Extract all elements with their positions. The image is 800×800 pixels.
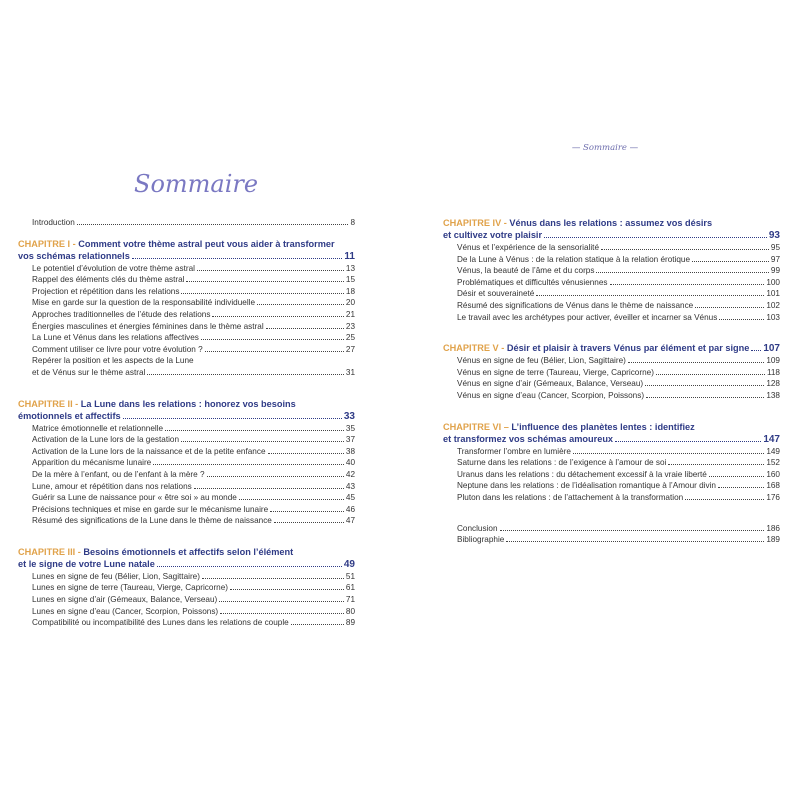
entry-title: Vénus en signe d’air (Gémeaux, Balance, Verseau) [457,379,644,389]
chapter-page: 11 [344,250,355,262]
toc-entry [443,480,780,492]
toc-entry [18,515,355,527]
dot-leader [718,487,764,488]
toc-entry [18,606,355,618]
toc-entry [443,390,780,402]
toc-entry [443,254,780,266]
dot-leader [751,350,761,351]
toc-entry [443,378,780,390]
dot-leader [205,351,344,352]
chapter-title: Besoins émotionnels et affectifs selon l’élément [83,546,294,557]
dot-leader [202,578,344,579]
entry-page: 71 [345,595,355,605]
chapter-heading-line2 [443,229,780,242]
dot-leader [500,530,765,531]
dot-leader [77,224,349,225]
entry-title: Transformer l’ombre en lumière [457,446,571,456]
dot-leader [186,281,343,282]
dot-leader [220,613,344,614]
dot-leader [230,589,344,590]
entry-title: Approches traditionnelles de l’étude des relations [32,309,211,319]
chapter-title: Comment votre thème astral peut vous aider à transformer [78,238,335,249]
toc-entry [443,242,780,254]
toc-entry [443,367,780,379]
entry-page: 42 [345,469,355,479]
dot-leader [719,319,764,320]
entry-page: 31 [345,367,355,377]
entry-page: 25 [345,333,355,343]
dot-leader [506,541,764,542]
dot-leader [645,385,764,386]
dot-leader [201,339,344,340]
entry-title: Compatibilité ou incompatibilité des Lunes dans les relations de couple [32,618,289,628]
dot-leader [646,397,764,398]
entry-title: Vénus en signe de terre (Taureau, Vierge, Capricorne) [457,367,654,377]
chapter-label: CHAPITRE VI [443,421,502,432]
chapter-title: Désir et plaisir à travers Vénus par élément et par signe [506,343,750,354]
chapter-heading-line1 [18,398,355,410]
entry-page: 186 [766,523,780,533]
chapter-title: L’influence des planètes lentes : identifiez [511,421,695,432]
entry-page: 40 [345,458,355,468]
entry-page: 100 [766,277,780,287]
entry-page: 13 [345,263,355,273]
chapter-block [18,546,355,629]
entry-title: Le travail avec les archétypes pour activer, éveiller et incarner sa Vénus [457,312,718,322]
entry-title: Précisions techniques et mise en garde sur le mécanisme lunaire [32,504,269,514]
chapter-block [18,238,355,379]
chapter-heading-line2 [18,250,355,263]
chapter-block [443,421,780,504]
entry-title: et de Vénus sur le thème astral [32,367,146,377]
entry-page: 23 [345,321,355,331]
entry-title: De la Lune à Vénus : de la relation statique à la relation érotique [457,254,691,264]
dot-leader [181,441,344,442]
chapter-heading-line2 [18,410,355,423]
entry-page: 37 [345,435,355,445]
entry-page: 102 [766,300,780,310]
entry-page: 47 [345,516,355,526]
chapter-heading [443,342,780,355]
dot-leader [132,258,343,259]
toc-right-column [400,217,800,546]
entry-page: 46 [345,504,355,514]
toc-entry [443,312,780,324]
entry-title: Lunes en signe d’eau (Cancer, Scorpion, Poissons) [32,606,219,616]
toc-entry [18,504,355,516]
chapter-separator: - [498,343,507,354]
chapter-heading-line1 [443,217,780,229]
entry-title: Mise en garde sur la question de la responsabilité individuelle [32,298,256,308]
toc-entry [18,594,355,606]
toc-entry [18,274,355,286]
entry-title: Résumé des significations de Vénus dans le thème de naissance [457,300,694,310]
toc-entry [443,457,780,469]
introduction-block [18,217,355,229]
entry-page: 160 [766,469,780,479]
toc-entry [443,300,780,312]
chapter-label: CHAPITRE V [443,343,499,354]
chapter-block [18,398,355,527]
toc-entry [32,217,355,229]
entry-page: 189 [766,535,780,545]
dot-leader [147,374,344,375]
chapter-heading-line1 [443,421,780,433]
dot-leader [165,430,344,431]
toc-entry [443,355,780,367]
dot-leader [239,499,344,500]
entry-page: 101 [766,289,780,299]
dot-leader [197,270,344,271]
toc-entry [18,263,355,275]
entry-page: 21 [345,309,355,319]
entry-page: 61 [345,583,355,593]
entry-title: Lunes en signe de terre (Taureau, Vierge, Capricorne) [32,583,229,593]
dot-leader [219,601,344,602]
entry-page: 103 [766,312,780,322]
dot-leader [544,237,767,238]
chapter-separator: - [72,398,81,409]
toc-entry [18,344,355,356]
entry-page: 38 [345,446,355,456]
dot-leader [668,464,764,465]
toc-entry [18,571,355,583]
chapter-page: 49 [343,558,355,570]
entry-title: Énergies masculines et énergies féminines dans le thème astral [32,321,264,331]
dot-leader [709,476,764,477]
toc-entry [18,286,355,298]
toc-entry [18,492,355,504]
dot-leader [536,295,764,296]
entry-page: 128 [766,379,780,389]
chapter-heading-line1 [18,546,355,558]
entry-title: Matrice émotionnelle et relationnelle [32,423,164,433]
entry-title: Repérer la position et les aspects de la Lune [32,356,194,366]
entry-page: 35 [345,423,355,433]
chapter-title-cont: et cultivez votre plaisir [443,230,543,240]
dot-leader [257,304,344,305]
chapter-page: 147 [763,433,780,445]
entry-page: 27 [345,344,355,354]
entry-title: Apparition du mécanisme lunaire [32,458,152,468]
chapter-heading [18,398,355,423]
chapter-heading-line1 [18,238,355,250]
toc-left-column [0,217,400,648]
toc-entry [18,297,355,309]
chapter-heading [443,421,780,446]
dot-leader [695,307,764,308]
dot-leader [291,624,344,625]
entry-title: Introduction [32,218,75,227]
entry-title: Pluton dans les relations : de l’attachement à la transformation [457,492,684,502]
chapter-heading-line2 [18,558,355,571]
entry-title: Vénus, la beauté de l’âme et du corps [457,266,595,276]
entry-page: 80 [345,606,355,616]
toc-entry [18,423,355,435]
entry-page: 176 [766,492,780,502]
toc-entry [18,309,355,321]
entry-page: 168 [766,481,780,491]
toc-entry [18,332,355,344]
chapter-title-cont: vos schémas relationnels [18,250,130,261]
dot-leader [685,499,764,500]
toc-entry [443,277,780,289]
entry-page: 15 [345,275,355,285]
toc-entry [18,434,355,446]
entry-page: 18 [345,286,355,296]
toc-entry [18,446,355,458]
entry-title: Désir et souveraineté [457,289,535,299]
toc-entry [18,321,355,333]
dot-leader [628,362,764,363]
entry-title: Bibliographie [457,535,505,545]
chapter-page: 93 [768,230,780,241]
entry-page: 8 [350,218,355,227]
chapter-label: CHAPITRE II [18,398,73,409]
toc-entry [457,523,780,535]
entry-title: La Lune et Vénus dans les relations affectives [32,333,199,343]
entry-page: 109 [766,356,780,366]
entry-title: Problématiques et difficultés vénusiennes [457,277,608,287]
chapter-label: CHAPITRE III [18,546,76,557]
toc-entry [443,265,780,277]
dot-leader [212,316,343,317]
dot-leader [266,328,344,329]
entry-page: 97 [770,254,780,264]
dot-leader [194,488,344,489]
toc-entry [18,481,355,493]
entry-page: 20 [345,298,355,308]
dot-leader [610,284,765,285]
chapter-separator: - [75,546,84,557]
entry-title: Guérir sa Lune de naissance pour « être soi » au monde [32,493,237,503]
chapter-separator: – [501,421,512,432]
entry-title: Rappel des éléments clés du thème astral [32,275,185,285]
chapter-label: CHAPITRE I [18,238,71,249]
chapter-block [443,342,780,401]
entry-title: Neptune dans les relations : de l’idéalisation romantique à l’Amour divin [457,481,716,491]
toc-entry [443,446,780,458]
dot-leader [181,293,343,294]
entry-title: Activation de la Lune lors de la naissance et de la petite enfance [32,446,266,456]
toc-entry [18,617,355,629]
dot-leader [573,453,764,454]
toc-entry [18,582,355,594]
chapter-heading [443,217,780,242]
chapter-label: CHAPITRE IV [443,218,502,228]
entry-title: Conclusion [457,523,498,533]
chapter-title-cont: et le signe de votre Lune natale [18,558,155,569]
entry-page: 149 [766,446,780,456]
entry-title: Lunes en signe de feu (Bélier, Lion, Sagittaire) [32,571,200,581]
entry-page: 99 [770,266,780,276]
dot-leader [268,453,344,454]
chapter-separator: - [501,218,510,228]
entry-title: Comment utiliser ce livre pour votre évolution ? [32,344,203,354]
entry-page: 51 [345,571,355,581]
toc-entry [18,355,355,367]
chapter-title: La Lune dans les relations : honorez vos besoins [80,398,296,409]
toc-entry [443,492,780,504]
entry-title: Lunes en signe d’air (Gémeaux, Balance, Verseau) [32,595,218,605]
chapter-block [443,217,780,323]
dot-leader [596,272,768,273]
dot-leader [123,418,342,419]
toc-entry [18,469,355,481]
toc-entry [443,288,780,300]
toc-entry [457,534,780,546]
toc-entry [18,367,355,379]
entry-page: 89 [345,618,355,628]
dot-leader [274,522,344,523]
chapter-page: 33 [343,410,355,422]
entry-page: 45 [345,493,355,503]
chapter-title: Vénus dans les relations : assumez vos désirs [509,218,713,228]
entry-page: 43 [345,481,355,491]
chapter-heading [18,546,355,571]
entry-title: Le potentiel d’évolution de votre thème astral [32,263,195,273]
dot-leader [153,464,344,465]
dot-leader [656,374,765,375]
dot-leader [157,566,342,567]
toc-entry [443,469,780,481]
chapter-heading [18,238,355,263]
dot-leader [615,441,761,442]
chapter-separator: - [70,238,79,249]
entry-title: Projection et répétition dans les relations [32,286,180,296]
running-head: — Sommaire — [571,143,639,153]
chapter-heading-line2 [443,433,780,446]
chapter-title-cont: et transformez vos schémas amoureux [443,433,614,444]
entry-title: Saturne dans les relations : de l’exigence à l’amour de soi [457,458,667,468]
toc-entry [18,457,355,469]
chapter-page: 107 [763,343,780,355]
dot-leader [601,249,769,250]
chapter-title-wrap [443,342,749,354]
entry-title: Résumé des significations de la Lune dans le thème de naissance [32,516,272,526]
entry-title: De la mère à l’enfant, ou de l’enfant à la mère ? [32,469,205,479]
entry-title: Vénus en signe d’eau (Cancer, Scorpion, Poissons) [457,390,645,400]
entry-page: 118 [766,367,780,377]
entry-title: Activation de la Lune lors de la gestation [32,435,180,445]
dot-leader [692,261,769,262]
right-page [400,0,800,800]
dot-leader [207,476,344,477]
page-title: Sommaire [134,170,259,198]
entry-page: 138 [766,390,780,400]
entry-page: 95 [770,243,780,252]
end-matter-block [443,523,780,546]
entry-title: Uranus dans les relations : du détachement excessif à la vraie liberté [457,469,707,479]
entry-title: Vénus et l’expérience de la sensorialité [457,243,600,252]
entry-title: Lune, amour et répétition dans nos relations [32,481,192,491]
chapter-title-cont: émotionnels et affectifs [18,410,121,421]
entry-page: 152 [766,458,780,468]
chapter-heading-line1 [443,342,780,355]
dot-leader [270,511,344,512]
entry-title: Vénus en signe de feu (Bélier, Lion, Sagittaire) [457,356,626,366]
